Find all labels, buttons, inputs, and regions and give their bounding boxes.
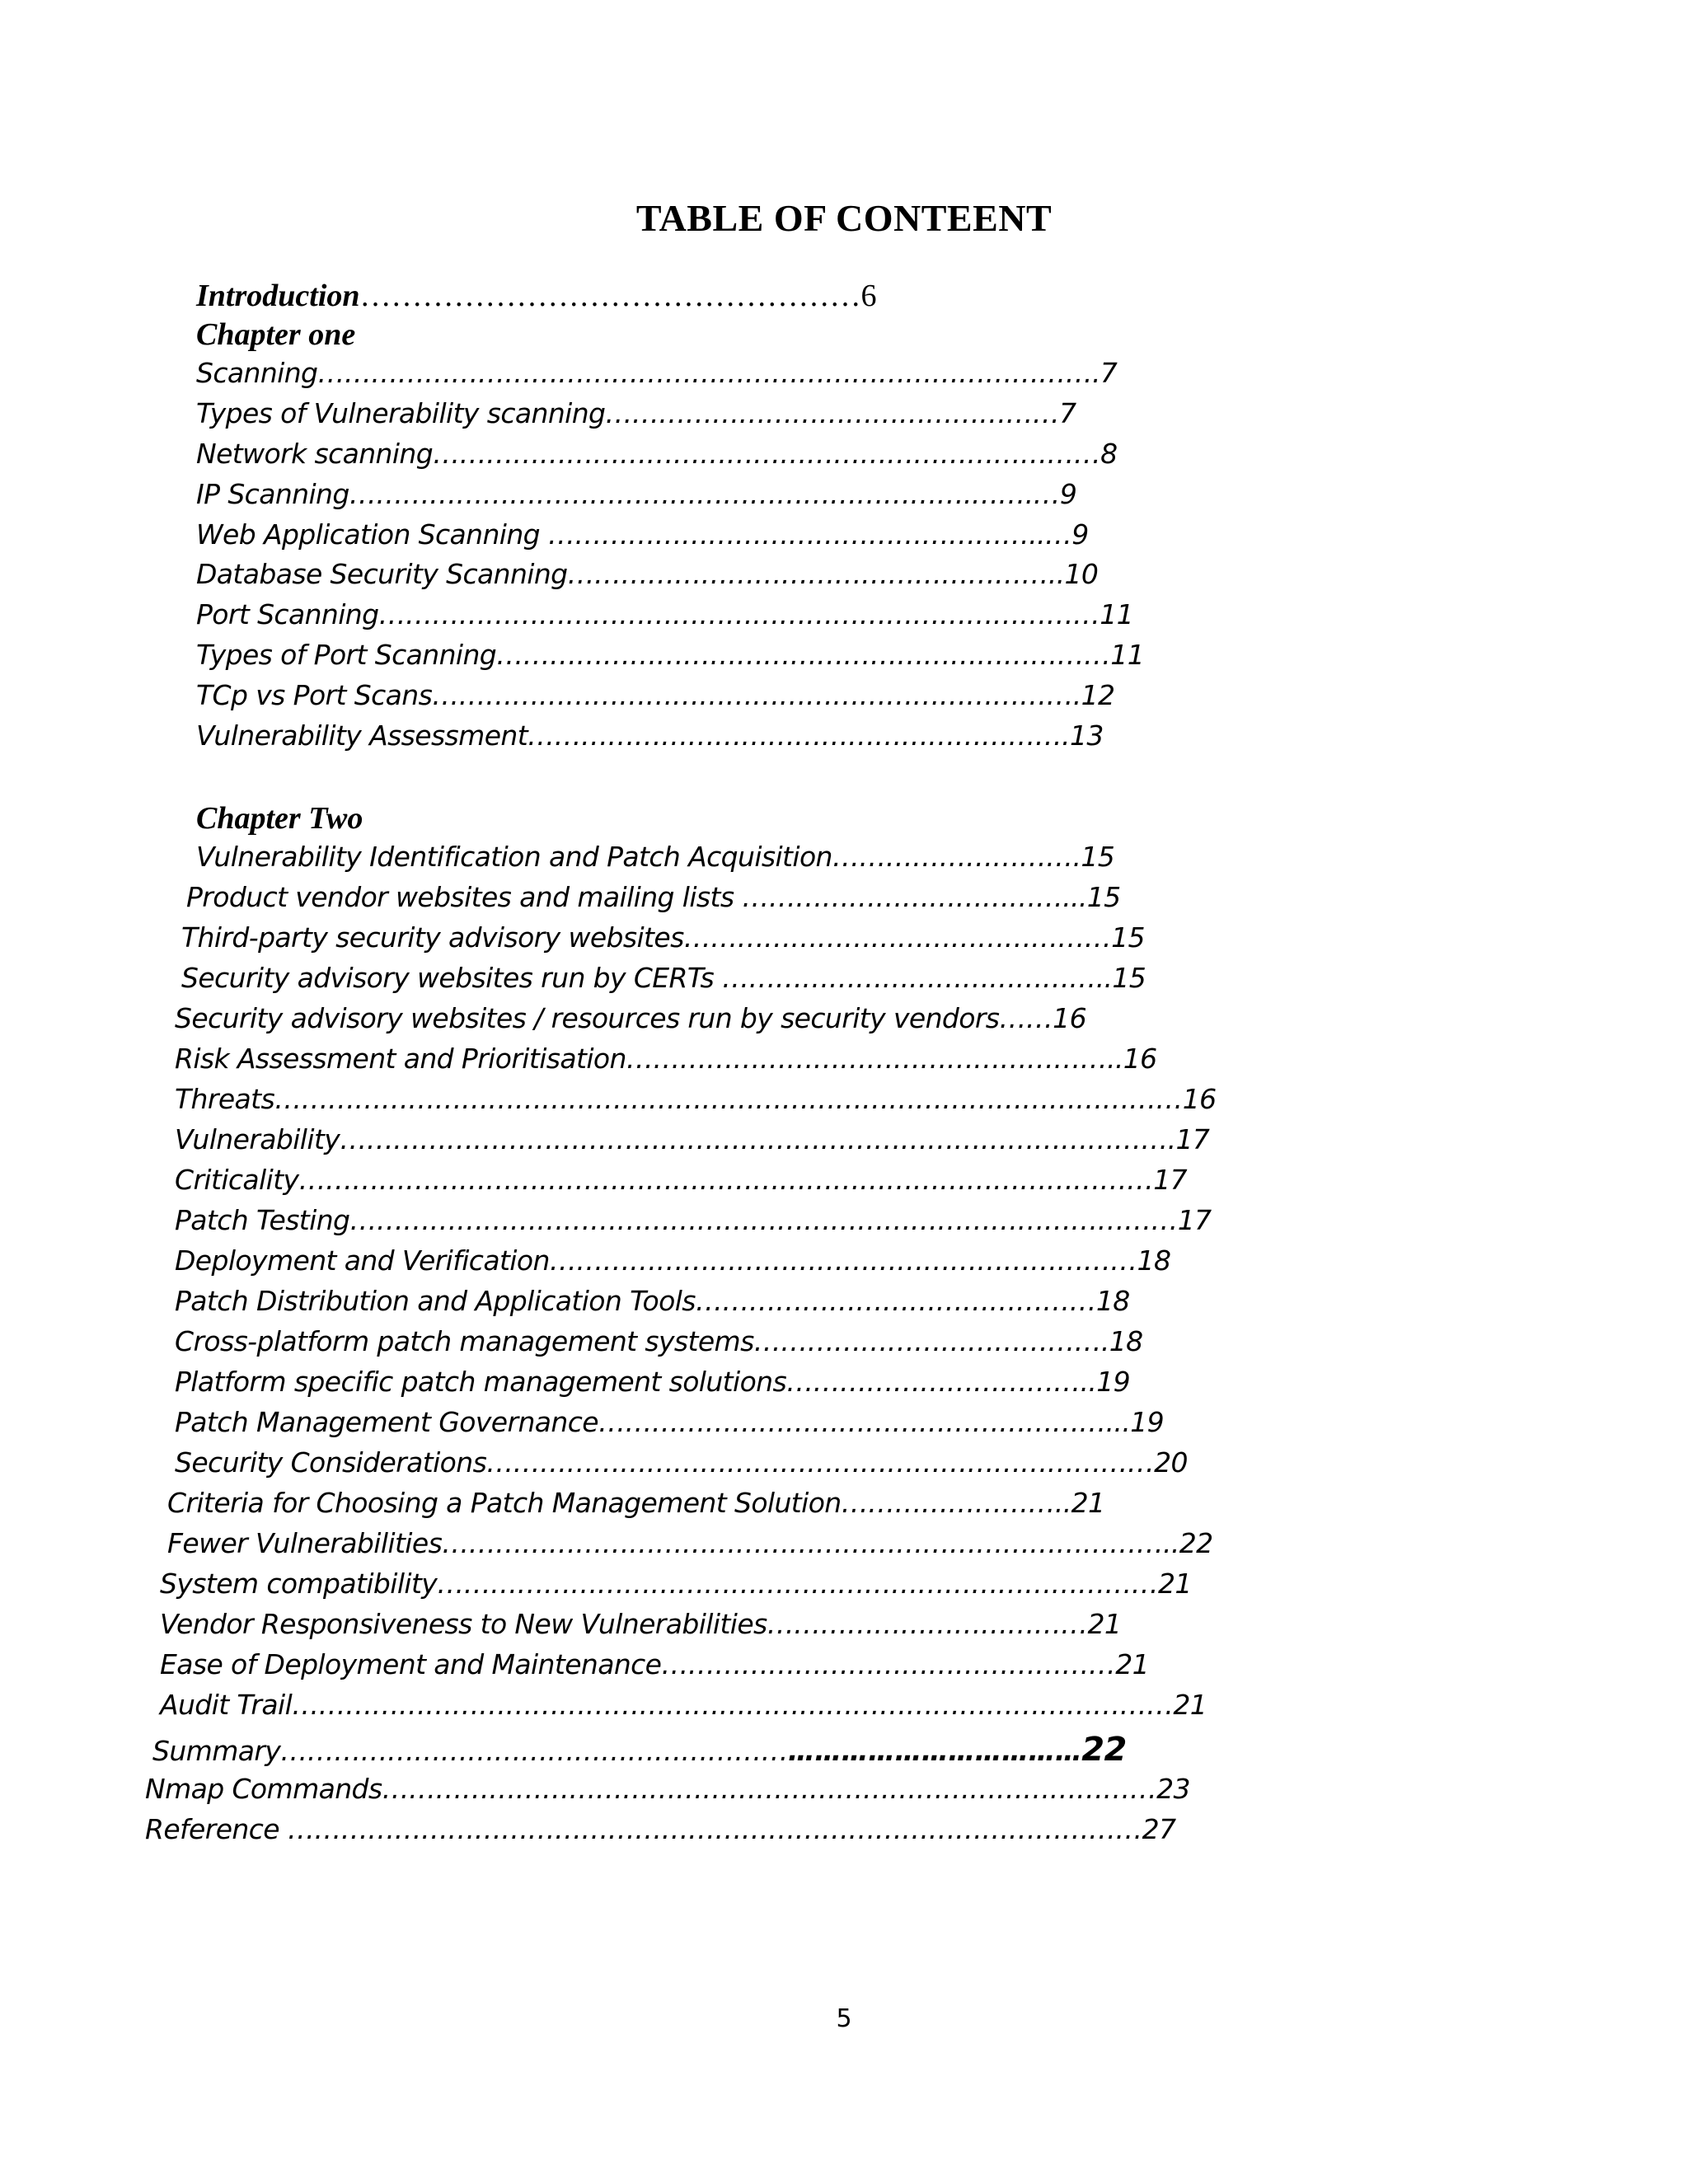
- toc-entry-security-considerations[interactable]: Security Considerations…………………………………………………………………20: [175, 1446, 1188, 1479]
- toc-entry-third-party-advisory[interactable]: Third-party security advisory websites…………………………………………15: [181, 921, 1145, 954]
- toc-entry-platform-specific-patch[interactable]: Platform specific patch management solutions……………………………..19: [175, 1366, 1131, 1398]
- toc-entry-risk-assessment[interactable]: Risk Assessment and Prioritisation………………………………………………..16: [175, 1043, 1157, 1075]
- toc-entry-certs-advisory[interactable]: Security advisory websites run by CERTs ……………………………………..15: [181, 962, 1146, 994]
- toc-entry-security-vendors-advisory[interactable]: Security advisory websites / resources run by security vendors……16: [175, 1002, 1086, 1034]
- toc-entry-summary[interactable]: [152, 1731, 1127, 1769]
- toc-entry-audit-trail[interactable]: Audit Trail………………………………………………………………………………………21: [160, 1689, 1207, 1721]
- toc-entry-criticality[interactable]: Criticality……………………………………………………………………………………17: [175, 1164, 1188, 1196]
- chapter-one-heading: Chapter one: [196, 317, 356, 352]
- toc-entry-system-compatibility[interactable]: System compatibility………………………………………………………………………21: [160, 1568, 1192, 1600]
- toc-entry-criteria-choosing[interactable]: Criteria for Choosing a Patch Management Solution……………………..21: [167, 1487, 1105, 1519]
- toc-entry-types-of-vulnerability-scanning[interactable]: Types of Vulnerability scanning……………………………………………7: [196, 397, 1076, 429]
- toc-entry-patch-testing[interactable]: Patch Testing…………………………………………………………………………………17: [175, 1204, 1212, 1236]
- toc-introduction-page: 6: [860, 279, 877, 313]
- page-number: 5: [836, 2004, 852, 2033]
- toc-entry-product-vendor-websites[interactable]: Product vendor websites and mailing lists ………………………………...15: [186, 881, 1121, 913]
- toc-summary-leader: ……………………………: [787, 1735, 1082, 1767]
- toc-entry-vendor-responsiveness[interactable]: Vendor Responsiveness to New Vulnerabilities………………………………21: [160, 1608, 1122, 1640]
- toc-entry-patch-distribution-tools[interactable]: Patch Distribution and Application Tools………………………………………18: [175, 1285, 1130, 1317]
- chapter-two-heading: Chapter Two: [196, 801, 363, 836]
- toc-entry-scanning[interactable]: Scanning…………………………………………………………………………….7: [196, 357, 1118, 389]
- toc-entry-types-of-port-scanning[interactable]: Types of Port Scanning……………………………………………………………11: [196, 639, 1145, 671]
- toc-entry-web-application-scanning[interactable]: Web Application Scanning ………………………………………………..…9: [196, 518, 1089, 551]
- toc-entry-cross-platform-patch[interactable]: Cross-platform patch management systems………………………………….18: [175, 1325, 1143, 1357]
- toc-entry-database-security-scanning[interactable]: Database Security Scanning………………………………………………..10: [196, 558, 1099, 590]
- toc-entry-ip-scanning[interactable]: IP Scanning…………………………………………………………….…….…9: [196, 478, 1077, 510]
- toc-entry-vulnerability[interactable]: Vulnerability………………………………………………………………………………….17: [175, 1123, 1210, 1155]
- toc-entry-deployment-verification[interactable]: Deployment and Verification…………………………………………………………18: [175, 1244, 1171, 1277]
- toc-entry-reference[interactable]: Reference ……………………………………………………………………………………27: [145, 1813, 1176, 1845]
- toc-entry-tcp-vs-port-scans[interactable]: TCp vs Port Scans……………………………………………………………….12: [196, 679, 1115, 711]
- toc-summary-text: Summary…………………………………………………: [152, 1735, 788, 1767]
- toc-introduction-label: Introduction: [196, 279, 360, 313]
- toc-summary-page: 22: [1081, 1731, 1127, 1769]
- toc-entry-ease-of-deployment[interactable]: Ease of Deployment and Maintenance……………………………………………21: [160, 1648, 1149, 1680]
- toc-entry-threats[interactable]: Threats…………………………………………………………………………………………16: [175, 1083, 1217, 1115]
- toc-entry-fewer-vulnerabilities[interactable]: Fewer Vulnerabilities………………………………………………………………………..22: [167, 1527, 1213, 1559]
- toc-entry-network-scanning[interactable]: Network scanning…………………………………………………………………8: [196, 438, 1118, 470]
- toc-entry-nmap-commands[interactable]: Nmap Commands……………………………………………………………………………23: [145, 1773, 1190, 1805]
- toc-entry-vulnerability-assessment[interactable]: Vulnerability Assessment…………………………………………………….13: [196, 719, 1104, 752]
- toc-entry-vulnerability-identification[interactable]: Vulnerability Identification and Patch Acquisition……………………….15: [196, 841, 1115, 873]
- page-title: TABLE OF CONTEENT: [635, 197, 1053, 239]
- toc-entry-patch-governance[interactable]: Patch Management Governance…………………………………………………...19: [175, 1406, 1165, 1438]
- toc-introduction-leader: …………………………………………: [359, 279, 861, 313]
- toc-entry-port-scanning[interactable]: Port Scanning………………………………………………………………………11: [196, 598, 1134, 630]
- toc-introduction[interactable]: [196, 280, 877, 312]
